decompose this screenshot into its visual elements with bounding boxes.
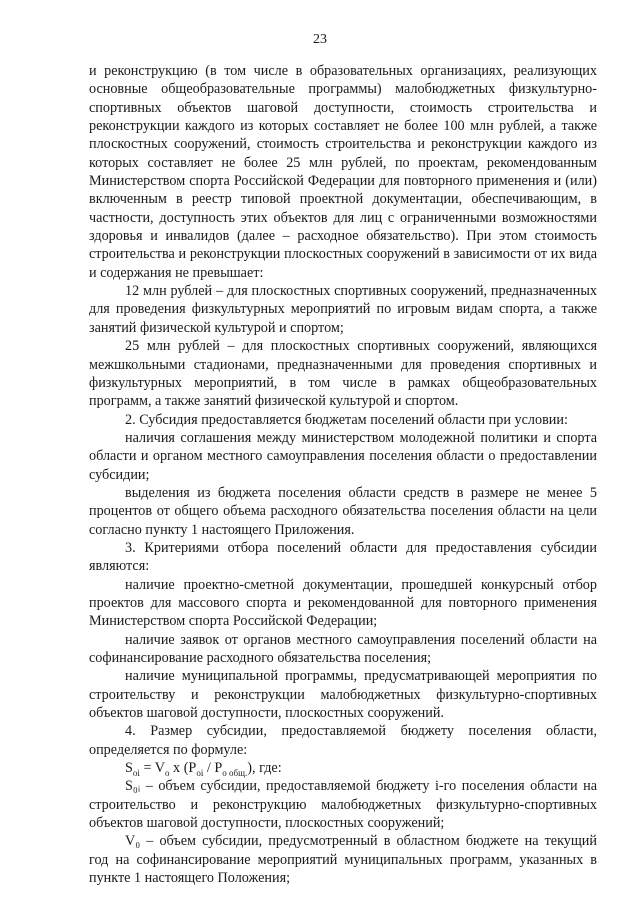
paragraphs-after	[89, 777, 597, 887]
paragraph: наличие заявок от органов местного самоуправления поселений области на софинансирование расходного обязательства поселения;	[89, 631, 597, 666]
formula-v-sub: o	[165, 767, 170, 778]
paragraphs-before	[89, 62, 597, 759]
paragraph: S₀ᵢ – объем субсидии, предоставляемой бюджету i-го поселения области на строительство и реконструкцию малобюджетных физкультурно-спортивных объектов шаговой доступности, плоскостных сооружений;	[89, 778, 597, 832]
document-body	[89, 62, 597, 887]
formula-lhs-symbol: S	[125, 760, 133, 777]
paragraph: и реконструкцию (в том числе в образовательных организациях, реализующих основные общеобразовательные программы) малобюджетных физкультурно-спортивных объектов шаговой доступности, стоимость строительства и реконструкции каждого из которых составляет не более 100 млн рублей, а также плоскостных сооружений, стоимость строительства и реконструкции каждого из которых составляет не более 25 млн рублей, по проектам, рекомендованным Министерством спорта Российской Федерации для повторного применения и (или) включенным в реестр типовой проектной документации, обеспечивающим, в частности, доступность этих объектов для лиц с ограниченными возможностями здоровья и инвалидов (далее – расходное обязательство). При этом стоимость строительства и реконструкции плоскостных сооружений в зависимости от их вида и содержания не превышает:	[89, 63, 597, 281]
formula-p2-symbol: P	[214, 760, 223, 777]
paragraph: наличия соглашения между министерством молодежной политики и спорта области и органом местного самоуправления поселения области о предоставлении субсидии;	[89, 429, 597, 483]
paragraph: 4. Размер субсидии, предоставляемой бюджету поселения области, определяется по формуле:	[89, 723, 597, 758]
paragraph: 12 млн рублей – для плоскостных спортивных сооружений, предназначенных для проведения физкультурных мероприятий по игровым видам спорта, а также занятий физической культурой и спортом;	[89, 283, 597, 336]
formula-times: x (	[169, 760, 189, 777]
formula-lhs-sub: oi	[132, 767, 140, 778]
formula-div: /	[203, 760, 215, 777]
paragraph: наличие проектно-сметной документации, прошедшей конкурсный отбор проектов для массового спорта и рекомендованной для повторного применения Министерством спорта Российской Федерации;	[89, 576, 597, 630]
formula-tail: ), где:	[247, 760, 282, 777]
paragraph: 3. Критериями отбора поселений области для предоставления субсидии являются:	[89, 539, 597, 575]
paragraph: наличие муниципальной программы, предусматривающей мероприятия по строительству и реконструкции малобюджетных физкультурно-спортивных объектов шаговой доступности, плоскостных сооружений.	[89, 668, 597, 722]
page-number: 23	[313, 32, 327, 47]
paragraph: выделения из бюджета поселения области средств в размере не менее 5 процентов от общего объема расходного обязательства поселения области на цели согласно пункту 1 настоящего Приложения.	[89, 484, 597, 538]
formula-p1-symbol: P	[188, 760, 197, 777]
paragraph: V₀ – объем субсидии, предусмотренный в областном бюджете на текущий год на софинансирование мероприятий муниципальных программ, указанных в пункте 1 настоящего Положения;	[89, 833, 597, 887]
formula-v-symbol: V	[154, 760, 165, 777]
formula-p2-sub: o общ.	[222, 767, 248, 778]
subsidy-formula	[89, 759, 597, 777]
formula-p1-sub: oi	[196, 767, 204, 778]
formula-equals: =	[139, 760, 155, 777]
paragraph: 2. Субсидия предоставляется бюджетам поселений области при условии:	[125, 411, 568, 428]
paragraph: 25 млн рублей – для плоскостных спортивных сооружений, являющихся межшкольными стадионами, предназначенными для проведения спортивных и физкультурных мероприятий, в том числе в рамках общеобразовательных программ, а также занятий физической культурой и спортом.	[89, 338, 597, 410]
